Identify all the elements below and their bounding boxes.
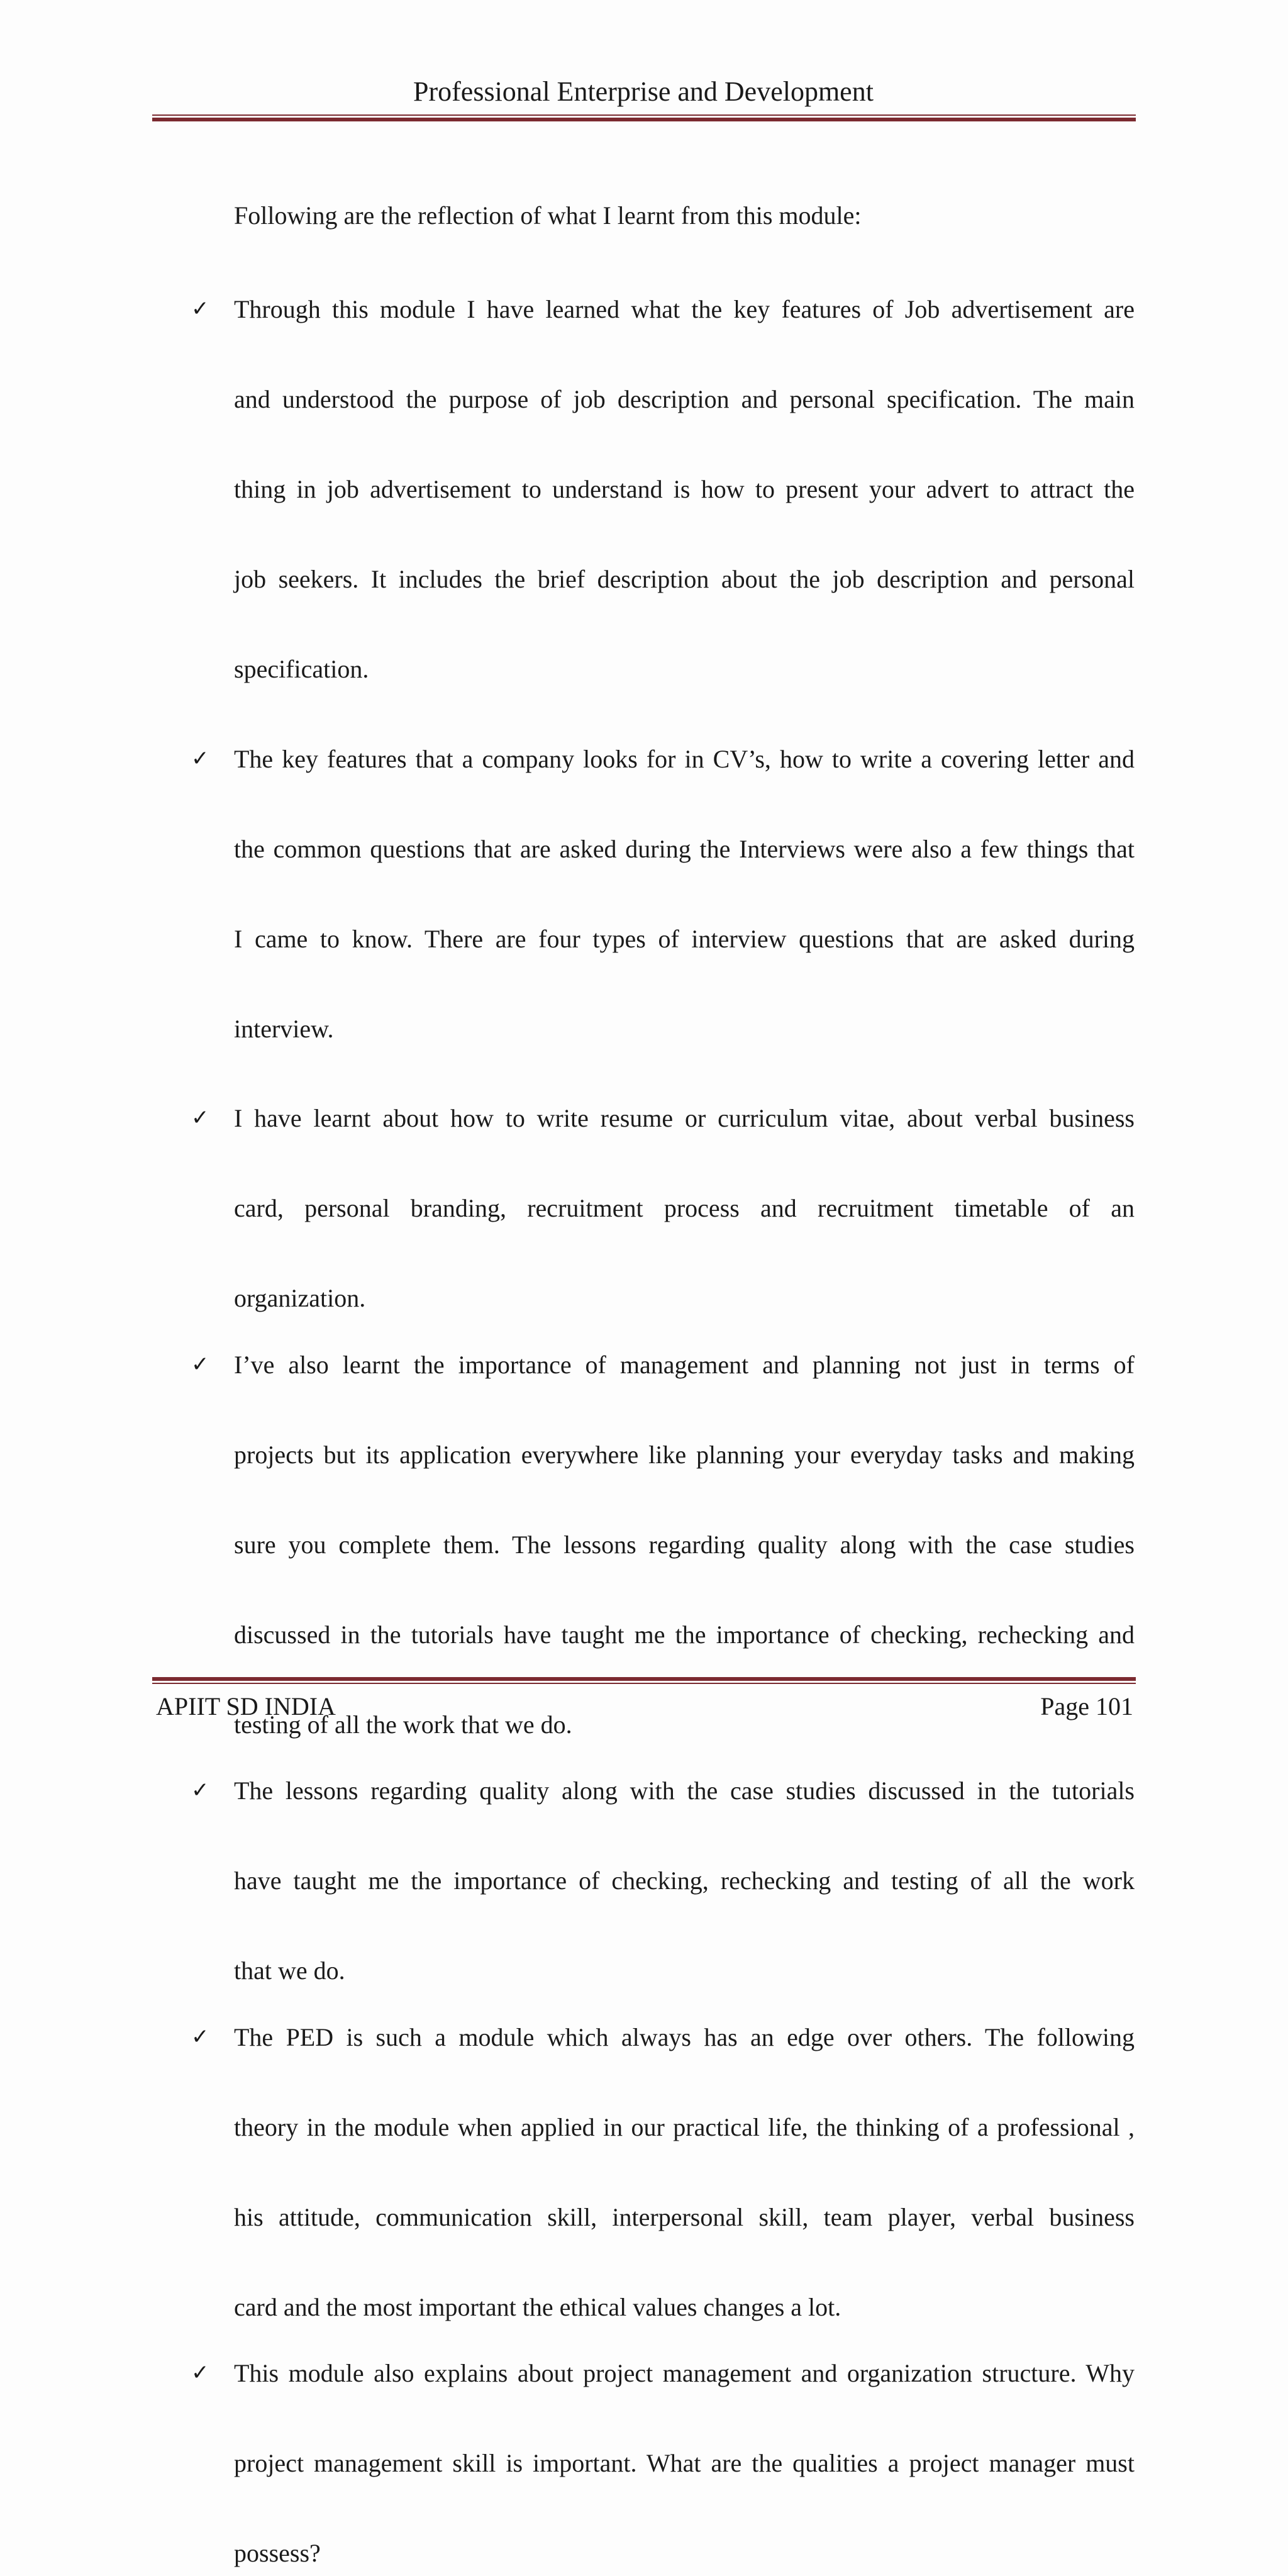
list-item-line: have taught me the importance of checking, rechecking and testing of all the work — [234, 1866, 1135, 1895]
list-item-line: the common questions that are asked during the Interviews were also a few things that — [234, 834, 1135, 863]
list-item — [191, 2015, 1135, 2330]
list-item-line: specification. — [234, 655, 369, 683]
list-item-line: I have learnt about how to write resume or curriculum vitae, about verbal business — [234, 1104, 1135, 1132]
list-item-line: The lessons regarding quality along with the case studies discussed in the tutorials — [234, 1776, 1135, 1805]
list-item-line: interview. — [234, 1014, 334, 1043]
reflection-list — [191, 287, 1135, 2576]
list-item-line: possess? — [234, 2539, 321, 2567]
list-item-line: organization. — [234, 1284, 366, 1312]
list-item-line: thing in job advertisement to understand is how to present your advert to attract the — [234, 475, 1135, 503]
list-item — [191, 1342, 1135, 1748]
list-item-line: testing of all the work that we do. — [234, 1710, 572, 1739]
list-item-line: theory in the module when applied in our practical life, the thinking of a professional , — [234, 2112, 1135, 2141]
list-item-line: that we do. — [234, 1956, 345, 1985]
page-number: Page 101 — [1040, 1692, 1133, 1720]
checkmark-icon: ✓ — [191, 296, 209, 321]
list-item-line: job seekers. It includes the brief description about the job description and personal — [234, 565, 1135, 593]
list-item-line: I’ve also learnt the importance of management and planning not just in terms of — [234, 1350, 1135, 1379]
checkmark-icon: ✓ — [191, 745, 209, 771]
list-item-line: and understood the purpose of job description and personal specification. The main — [234, 385, 1135, 413]
list-item-line: I came to know. There are four types of interview questions that are asked during — [234, 924, 1135, 953]
list-item-line: projects but its application everywhere like planning your everyday tasks and making — [234, 1440, 1135, 1469]
checkmark-icon: ✓ — [191, 1778, 209, 1803]
checkmark-icon: ✓ — [191, 1351, 209, 1377]
header-divider — [152, 114, 1136, 121]
checkmark-icon: ✓ — [191, 2360, 209, 2385]
footer-divider — [152, 1677, 1136, 1684]
list-item-line: sure you complete them. The lessons regarding quality along with the case studies — [234, 1530, 1135, 1559]
checkmark-icon: ✓ — [191, 2024, 209, 2049]
list-item-line: card, personal branding, recruitment process and recruitment timetable of an — [234, 1194, 1135, 1222]
list-item — [191, 1768, 1135, 1993]
list-item-line: The PED is such a module which always has an edge over others. The following — [234, 2022, 1135, 2051]
list-item — [191, 737, 1135, 1052]
list-item-line: discussed in the tutorials have taught me the importance of checking, rechecking and — [234, 1620, 1135, 1649]
list-item-line: This module also explains about project management and organization structure. Why — [234, 2359, 1135, 2387]
list-item — [191, 2351, 1135, 2576]
list-item-line: card and the most important the ethical values changes a lot. — [234, 2292, 841, 2321]
checkmark-icon: ✓ — [191, 1105, 209, 1130]
list-item — [191, 1096, 1135, 1321]
list-item — [191, 287, 1135, 692]
list-item-line: his attitude, communication skill, interpersonal skill, team player, verbal business — [234, 2202, 1135, 2231]
footer-organization: APIIT SD INDIA — [156, 1692, 336, 1720]
list-item-line: Through this module I have learned what the key features of Job advertisement are — [234, 295, 1135, 323]
list-item-line: project management skill is important. What are the qualities a project manager must — [234, 2449, 1135, 2477]
intro-paragraph: Following are the reflection of what I learnt from this module: — [234, 201, 862, 230]
list-item-line: The key features that a company looks for in CV’s, how to write a covering letter and — [234, 744, 1135, 773]
running-header-title: Professional Enterprise and Development — [413, 76, 874, 107]
